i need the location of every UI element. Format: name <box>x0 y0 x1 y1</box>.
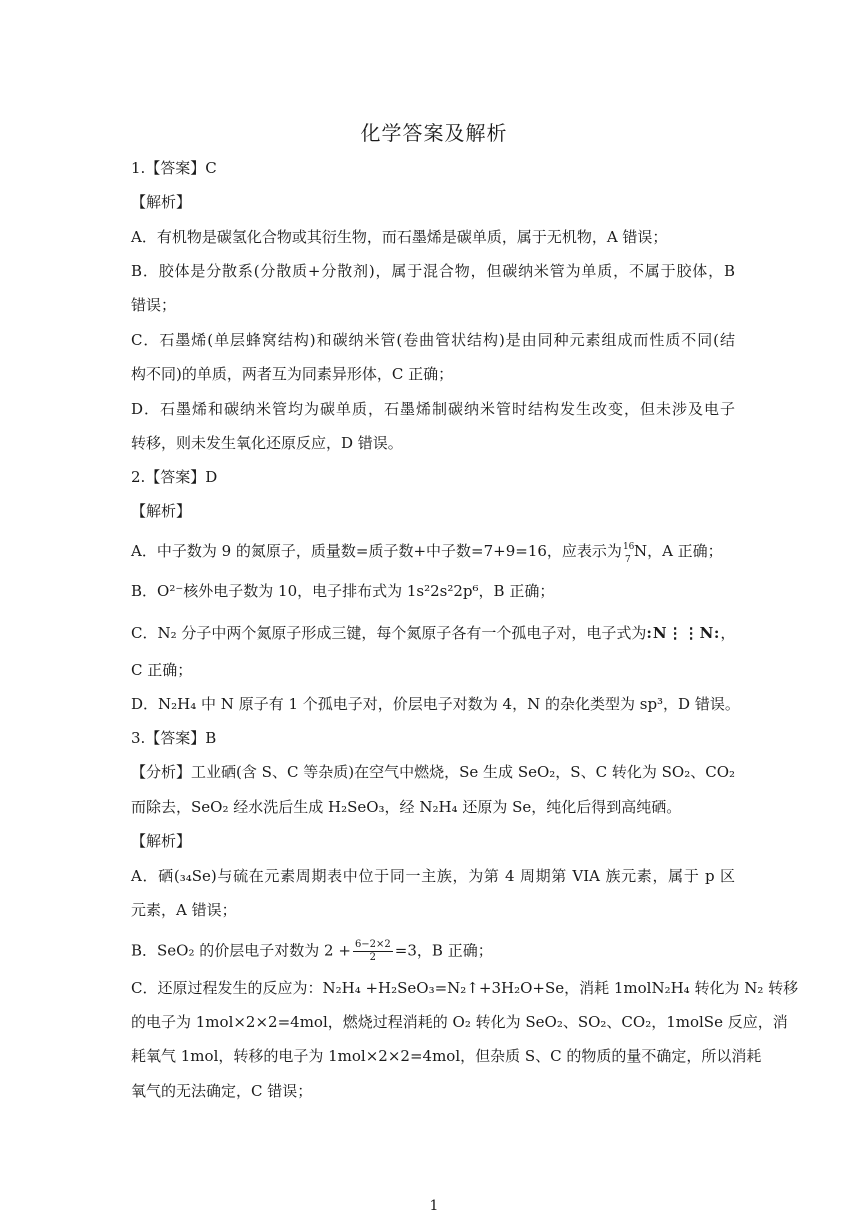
q2-option-d: D．N₂H₄ 中 N 原子有 1 个孤电子对，价层电子对数为 4，N 的杂化类型为 sp³，D 错误。 <box>131 695 740 713</box>
q1-jiexi-heading: 【解析】 <box>131 193 192 211</box>
q1-option-b-line2: 错误； <box>131 296 177 314</box>
formula-two: 2 + <box>324 941 351 960</box>
q3-option-c-line3: 耗氧气 1mol，转移的电子为 1mol×2×2=4mol，但杂质 S、C 的物质的量不确定，所以消耗 <box>131 1047 762 1065</box>
q2-option-a <box>131 541 723 565</box>
q2-option-c-line1 <box>131 623 735 643</box>
q3-answer: 3.【答案】B <box>131 729 217 747</box>
q1-option-b-line1: B．胶体是分散系(分散质+分散剂)，属于混合物，但碳纳米管为单质，不属于胶体，B <box>131 262 735 280</box>
q1-option-a: A．有机物是碳氢化合物或其衍生物，而石墨烯是碳单质，属于无机物，A 错误； <box>131 228 668 246</box>
q2-option-c-text: C．N₂ 分子中两个氮原子形成三键，每个氮原子各有一个孤电子对，电子式为 <box>131 624 647 642</box>
q3-option-c-line1: C．还原过程发生的反应为：N₂H₄ +H₂SeO₃=N₂↑+3H₂O+Se，消耗 1molN₂H₄ 转化为 N₂ 转移 <box>131 979 799 997</box>
mass-number: 16 <box>622 542 635 552</box>
q1-option-c-line1: C．石墨烯(单层蜂窝结构)和碳纳米管(卷曲管状结构)是由同种元素组成而性质不同(结 <box>131 331 735 349</box>
page-number: 1 <box>429 1198 439 1214</box>
fraction-numerator: 6−2×2 <box>354 939 391 950</box>
q3-fenxi-line2: 而除去，SeO₂ 经水洗后生成 H₂SeO₃，经 N₂H₄ 还原为 Se，纯化后得到高纯硒。 <box>131 798 682 816</box>
fraction <box>353 939 393 964</box>
q3-option-a-line2: 元素，A 错误； <box>131 901 237 919</box>
q1-option-d-line1: D．石墨烯和碳纳米管均为碳单质，石墨烯制碳纳米管时结构发生改变，但未涉及电子 <box>131 400 735 418</box>
q2-option-b: B．O²⁻核外电子数为 10，电子排布式为 1s²2s²2p⁶，B 正确； <box>131 582 555 600</box>
atomic-number: 7 <box>624 555 631 565</box>
q3-option-b-text: B．SeO₂ 的价层电子对数为 <box>131 941 320 960</box>
q2-option-a-text: A．中子数为 9 的氮原子，质量数=质子数+中子数=7+9=16，应表示为 <box>131 542 622 560</box>
q3-option-b-tail: =3，B 正确； <box>394 941 493 960</box>
q2-option-c-line2: C 正确； <box>131 661 193 679</box>
page-title: 化学答案及解析 <box>360 121 508 145</box>
fraction-denominator: 2 <box>369 952 377 963</box>
q3-option-a-line1: A．硒(₃₄Se)与硫在元素周期表中位于同一主族，为第 4 周期第 VIA 族元素，属于 p 区 <box>131 867 735 885</box>
q1-answer: 1.【答案】C <box>131 159 217 177</box>
q3-option-b <box>131 939 493 964</box>
q1-option-d-line2: 转移，则未发生氧化还原反应，D 错误。 <box>131 434 403 452</box>
q3-fenxi-line1: 【分析】工业硒(含 S、C 等杂质)在空气中燃烧，Se 生成 SeO₂，S、C 转化为 SO₂、CO₂ <box>131 763 735 781</box>
q2-option-a-tail: ，A 正确； <box>647 542 723 560</box>
q2-jiexi-heading: 【解析】 <box>131 502 192 520</box>
nuclide-symbol <box>622 541 635 565</box>
q1-option-c-line2: 构不同)的单质，两者互为同素异形体，C 正确； <box>131 365 454 383</box>
element-symbol: N <box>633 542 648 560</box>
electron-formula: :N⋮⋮N: <box>646 624 721 642</box>
q3-option-c-line4: 氧气的无法确定，C 错误； <box>131 1082 313 1100</box>
q2-answer: 2.【答案】D <box>131 468 218 486</box>
q3-option-c-line2: 的电子为 1mol×2×2=4mol，燃烧过程消耗的 O₂ 转化为 SeO₂、SO₂、CO₂，1molSe 反应，消 <box>131 1013 788 1031</box>
q3-jiexi-heading: 【解析】 <box>131 832 192 850</box>
q2-option-c-tail: ， <box>720 624 736 642</box>
